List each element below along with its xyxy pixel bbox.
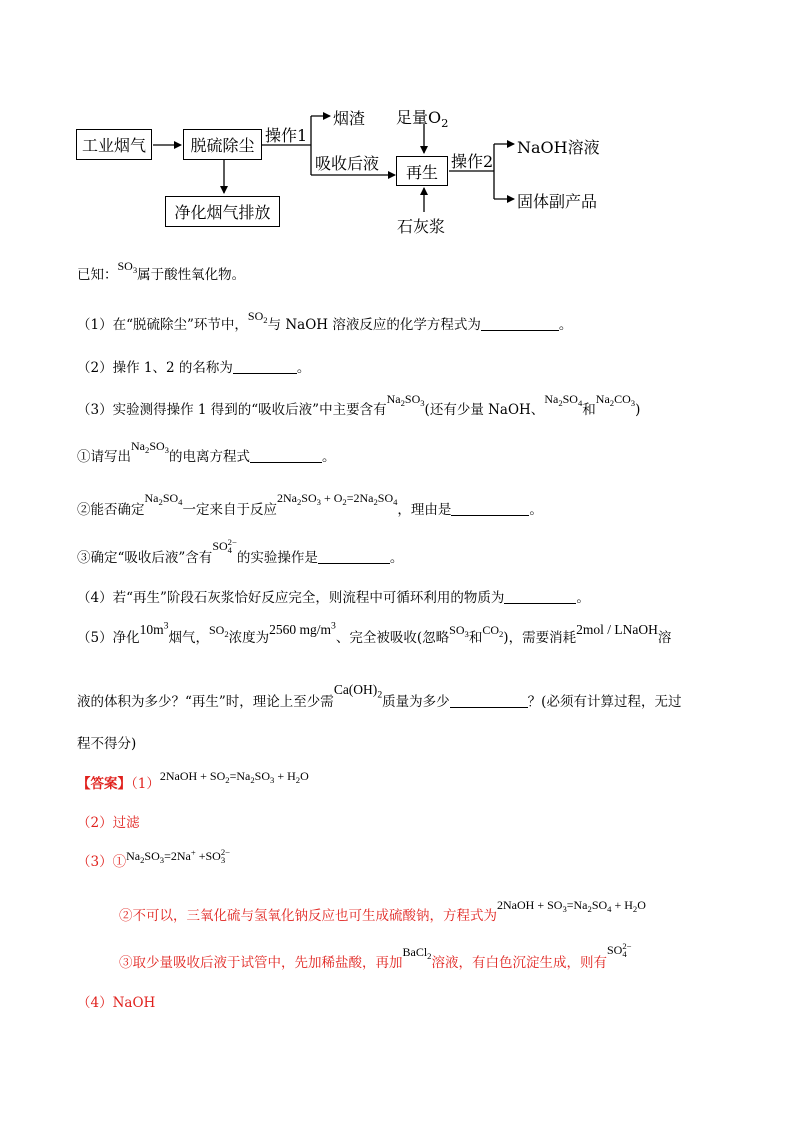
question-2 [77, 356, 310, 376]
label-oxygen [396, 105, 448, 130]
q5-caoh2: Ca(OH) [333, 682, 378, 697]
q3a-formula-sub2: 3 [164, 445, 169, 456]
answer-1-sub4: 2 [295, 775, 301, 786]
question-3-part-1 [77, 439, 336, 466]
q2-end: 。 [296, 360, 311, 376]
q5-text-3: 、完全被吸收(忽略 [335, 630, 450, 646]
known-prefix: 已知： [77, 267, 118, 283]
q3b-eq-part4: SO [377, 491, 394, 505]
label-operation-2: 操作2 [451, 152, 494, 171]
q5-so3-sub: 3 [464, 629, 469, 640]
q3c-formula: SO [212, 539, 228, 553]
q3-formula-na2so4-sub1: 2 [558, 398, 563, 409]
box-industrial-gas [76, 129, 152, 160]
q3b-eq-sub2: 3 [316, 497, 321, 508]
box-purified-gas [165, 196, 280, 227]
known-text: 属于酸性氧化物。 [137, 267, 246, 283]
answer-1-eq3: SO [254, 769, 271, 783]
answer-label: 【答案】 [77, 776, 131, 792]
q3-formula-na2co3: Na [595, 392, 610, 406]
q1-text: 与 NaOH 溶液反应的化学方程式为 [267, 317, 481, 333]
q5-caoh2-sub: 2 [377, 689, 383, 701]
known-formula: SO [117, 259, 133, 273]
answer-3b-sub4: 2 [632, 904, 638, 915]
q3c-text: 的实验操作是 [236, 550, 318, 566]
question-3 [77, 392, 641, 419]
q5-prefix: （5）净化 [77, 630, 140, 646]
answer-1-eq5: O [300, 769, 309, 783]
q3a-prefix: ①请写出 [77, 449, 131, 465]
q3c-end: 。 [389, 550, 404, 566]
q1-answer-blank[interactable] [481, 317, 559, 332]
box-purified-gas-label: 净化烟气排放 [174, 203, 271, 222]
question-5-line-3: 程不得分) [77, 736, 137, 752]
q3-and: 和 [582, 402, 596, 418]
q5-concentration-exp: 3 [331, 620, 336, 632]
answer-3b-eq: 2NaOH + SO [497, 898, 563, 912]
answer-3c-prefix: ③取少量吸收后液于试管中，先加稀盐酸，再加 [119, 955, 403, 971]
answer-3b-sub2: 2 [587, 904, 592, 915]
q5-text-5: 溶 [657, 630, 672, 646]
q3c-formula-sub: 4 [227, 545, 232, 556]
q3b-formula: Na [144, 491, 159, 505]
q3b-equation: 2Na [276, 491, 297, 505]
q5-naoh-concentration: 2mol / LNaOH [576, 622, 658, 637]
q1-prefix: （1）在“脱硫除尘”环节中， [77, 317, 248, 333]
answer-1-sub1: 2 [225, 775, 230, 786]
q3b-eq-part1: SO [301, 491, 317, 505]
q3a-formula-sub1: 2 [145, 445, 150, 456]
q3-formula-na2co3-sub2: 3 [630, 398, 636, 409]
answer-3-part-3 [119, 941, 632, 972]
answer-3b-sub1: 3 [562, 904, 567, 915]
q3-prefix: （3）实验测得操作 1 得到的“吸收后液”中主要含有 [77, 402, 387, 418]
answer-3-part-2 [119, 898, 646, 925]
q5-so3: SO [449, 623, 465, 637]
q3c-answer-blank[interactable] [318, 550, 390, 565]
q5-answer-blank[interactable] [450, 694, 528, 709]
q5-co2: CO [482, 623, 499, 637]
q5-so2: SO [208, 623, 225, 637]
box-industrial-gas-label: 工业烟气 [81, 136, 146, 155]
answer-2: （2）过滤 [77, 815, 140, 831]
answer-3b-eq3: SO [591, 898, 608, 912]
q5-text-7: 质量为多少 [382, 694, 450, 710]
answer-3b-text: ②不可以，三氧化硫与氢氧化钠反应也可生成硫酸钠，方程式为 [119, 908, 497, 924]
q4-end: 。 [576, 590, 590, 606]
answer-3-sub3: 3 [220, 855, 226, 866]
answer-3-eq: Na [126, 849, 141, 863]
q5-text-1: 烟气， [168, 630, 209, 646]
q5-text-6: 液的体积为多少？“再生”时，理论上至少需 [77, 694, 334, 710]
q3b-formula-sub1: 2 [158, 497, 163, 508]
label-lime-slurry: 石灰浆 [397, 217, 446, 236]
answer-3c-bacl2: BaCl [402, 945, 428, 959]
q3a-text: 的电离方程式 [168, 449, 250, 465]
answer-3-eq2: SO [144, 849, 160, 863]
box-desulfurization [183, 129, 262, 160]
q3-formula-na2so4: Na [544, 392, 559, 406]
answer-3-eq3: =2Na [164, 849, 191, 863]
q2-text: （2）操作 1、2 的名称为 [77, 360, 233, 376]
answer-3b-eq2: =Na [566, 898, 588, 912]
q3b-formula-part: SO [162, 491, 179, 505]
box-regeneration-label: 再生 [405, 162, 438, 182]
answer-1-prefix: （1） [131, 776, 160, 792]
question-3-part-3 [77, 537, 404, 567]
q3b-eq-sub1: 2 [296, 497, 302, 508]
label-solid-byproduct: 固体副产品 [517, 192, 598, 211]
answer-3-eq4: +SO [195, 849, 221, 863]
q3-formula-na2so4-part: SO [562, 392, 578, 406]
answer-3-part-1 [77, 847, 230, 871]
answer-3-charge2: 2− [220, 847, 230, 858]
q3a-answer-blank[interactable] [250, 449, 322, 464]
q3-formula-na2co3-sub1: 2 [609, 398, 615, 409]
q3-formula-na2so3-sub2: 3 [420, 398, 425, 409]
q3a-end: 。 [321, 449, 336, 465]
q5-co2-sub: 2 [498, 629, 504, 640]
answer-3c-sulfate-sub: 4 [622, 949, 627, 960]
q3a-formula: Na [131, 439, 145, 453]
q1-formula: SO [247, 309, 264, 323]
q1-formula-sub: 2 [263, 315, 268, 326]
q1-end: 。 [558, 317, 573, 333]
answer-3-charge1: + [190, 847, 196, 858]
q3b-eq-sub3: 2 [342, 497, 347, 508]
label-operation-1: 操作1 [265, 126, 308, 145]
known-line [77, 259, 246, 284]
label-oxygen-subscript: 2 [441, 116, 449, 131]
answer-3b-eq4: + H [611, 898, 633, 912]
box-desulfurization-label: 脱硫除尘 [190, 136, 255, 155]
q5-text-8: ？(必须有计算过程，无过 [527, 694, 682, 710]
answer-3-prefix: （3）① [77, 854, 127, 870]
known-formula-sub: 3 [132, 265, 138, 276]
question-5-line-1 [77, 620, 672, 647]
answer-3c-sulfate: SO [606, 943, 623, 957]
answer-1-sub2: 2 [250, 775, 255, 786]
answer-1-eq4: + H [274, 769, 296, 783]
q3-formula-na2so3-sub1: 2 [400, 398, 405, 409]
q3b-answer-blank[interactable] [451, 502, 529, 517]
q3b-end: 。 [529, 502, 543, 518]
q3c-prefix: ③确定“吸收后液”含有 [77, 550, 213, 566]
q3b-formula-sub2: 4 [178, 497, 183, 508]
q3b-middle: 一定来自于反应 [182, 502, 277, 518]
q3-formula-na2so3: Na [386, 392, 401, 406]
question-4 [77, 586, 590, 606]
q2-answer-blank[interactable] [233, 360, 297, 375]
answer-3c-sulfate-charge: 2− [622, 941, 632, 952]
answer-3-sub2: 3 [159, 855, 165, 866]
q5-so2-sub: 2 [224, 629, 229, 640]
box-regeneration [396, 156, 448, 186]
question-5-line-2 [77, 682, 682, 712]
question-3-part-2 [77, 491, 543, 519]
q3c-formula-charge: 2− [227, 537, 237, 548]
q3b-eq-part2: + O [320, 491, 343, 505]
answer-3b-eq5: O [637, 898, 646, 912]
answer-1-eq2: =Na [229, 769, 251, 783]
answer-3c-bacl2-sub: 2 [427, 951, 432, 962]
q4-text: （4）若“再生”阶段石灰浆恰好反应完全，则流程中可循环利用的物质为 [77, 590, 505, 606]
q4-answer-blank[interactable] [504, 590, 576, 605]
q5-text-4: )，需要消耗 [503, 630, 577, 646]
q3-formula-na2so4-sub2: 4 [577, 398, 583, 409]
answer-1-sub3: 3 [270, 775, 275, 786]
q3b-eq-part3: =2Na [346, 491, 374, 505]
answer-1-eq: 2NaOH + SO [159, 769, 226, 783]
q3-formula-na2so3-part: SO [404, 392, 421, 406]
q5-and: 和 [468, 630, 483, 646]
label-absorbed-liquid: 吸收后液 [315, 154, 380, 173]
q3b-prefix: ②能否确定 [77, 502, 145, 518]
q3-close: ) [635, 402, 641, 418]
label-soot: 烟渣 [333, 109, 366, 128]
answer-3-sub1: 2 [140, 855, 145, 866]
answer-4: （4）NaOH [77, 995, 156, 1011]
q5-volume-exp: 3 [163, 620, 169, 632]
q3-formula-na2co3-part: CO [614, 392, 631, 406]
q3-middle: (还有少量 NaOH、 [424, 402, 545, 418]
q5-volume: 10m [139, 622, 164, 637]
answer-1 [77, 769, 309, 793]
q5-text-2: 浓度为 [228, 630, 270, 646]
question-1 [77, 309, 573, 334]
label-oxygen-text: 足量O [396, 108, 442, 127]
q3b-eq-sub4: 2 [373, 497, 378, 508]
q3b-eq-sub5: 4 [393, 497, 398, 508]
answer-3c-text: 溶液，有白色沉淀生成，则有 [431, 955, 607, 971]
q3a-formula-part: SO [149, 439, 165, 453]
q3b-text: ，理由是 [397, 502, 452, 518]
label-naoh-solution: NaOH溶液 [517, 138, 600, 157]
q5-concentration: 2560 mg/m [269, 622, 332, 637]
answer-3b-sub3: 4 [607, 904, 612, 915]
